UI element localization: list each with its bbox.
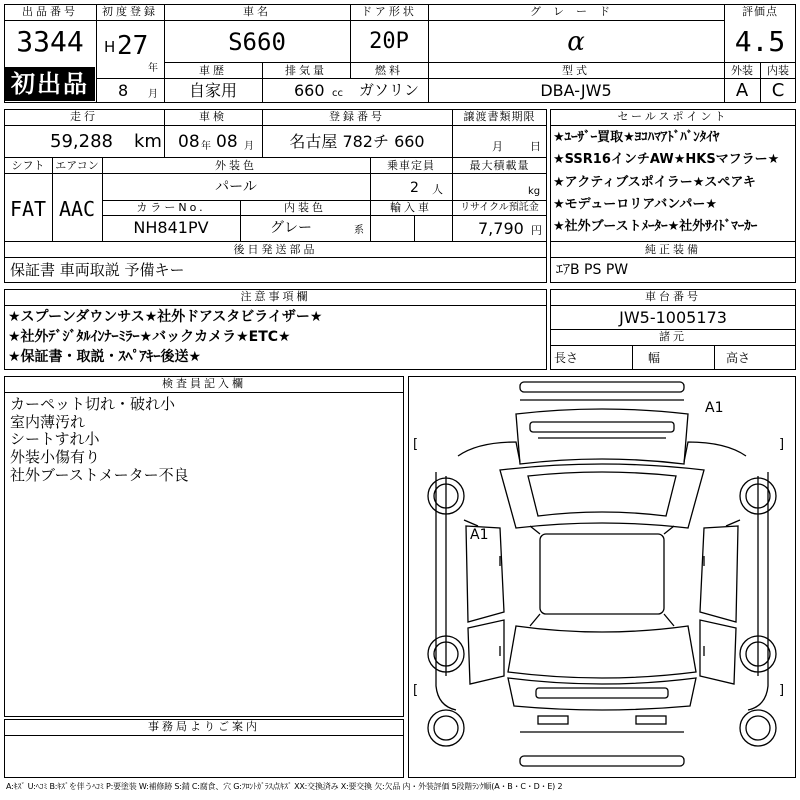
- int-color: グレー: [270, 220, 312, 236]
- model-label: 型式: [562, 64, 590, 77]
- inspector-line: シートすれ小: [10, 430, 100, 448]
- height-label: 高さ: [726, 351, 751, 365]
- damage-mark-front: A1: [705, 400, 724, 416]
- inspection-year-unit: 年: [201, 141, 211, 152]
- score: 4.5: [734, 25, 786, 58]
- damage-mark-left-door: A1: [470, 527, 489, 543]
- history: 自家用: [188, 81, 237, 100]
- bracket-left: [: [413, 683, 419, 698]
- load-unit: kg: [528, 186, 541, 197]
- legend: A:ｷｽﾞ U:ﾍｺﾐ B:ｷｽﾞを伴うﾍｺﾐ P:要塗装 W:補修跡 S:錆 C:腐食、穴 G:ﾌﾛﾝﾄｶﾞﾗｽ点ｷｽﾞ XX:交換済み X:要交換 欠:欠品 内・外装評価 5段階ﾗﾝｸ順(A・B・C・D・E) 2: [6, 782, 563, 791]
- first-listing-badge: 初出品: [5, 67, 95, 101]
- recycle-unit: 円: [531, 224, 542, 237]
- first-reg-label: 初度登録: [102, 5, 158, 18]
- door-label: ドア形状: [361, 5, 417, 18]
- ac-label: エアコン: [55, 159, 99, 172]
- bracket-left: [: [413, 437, 419, 452]
- displacement-unit: cc: [332, 88, 343, 99]
- displacement-label: 排気量: [285, 64, 327, 77]
- car-name-label: 車名: [243, 5, 271, 18]
- inspection-month: 08: [216, 132, 238, 152]
- recycle-amount: 7,790: [478, 219, 524, 238]
- bracket-right: ]: [779, 683, 785, 698]
- width-label: 幅: [648, 351, 661, 365]
- transfer-label: 譲渡書類期限: [463, 110, 536, 123]
- inspector-line: 外装小傷有り: [10, 448, 101, 466]
- reg-number-label: 登録番号: [329, 110, 385, 123]
- inspector-line: カーペット切れ・破れ小: [10, 395, 176, 413]
- capacity-label: 乗車定員: [387, 159, 435, 172]
- selling-point-line: ★SSR16インチAW★HKSマフラー★: [553, 152, 780, 167]
- inspection-year: 08: [178, 132, 200, 152]
- mileage: 59,288: [50, 131, 113, 152]
- mileage-label: 走行: [70, 110, 98, 123]
- length-label: 長さ: [554, 351, 579, 365]
- load-label: 最大積載量: [469, 159, 530, 172]
- selling-point-line: ★アクティブスポイラー★スペアキ: [553, 175, 756, 190]
- selling-point-line: ★ﾕｰｻﾞｰ買取★ﾖｺﾊﾏｱﾄﾞﾊﾞﾝﾀｲﾔ: [553, 130, 720, 145]
- inspector-label: 検査員記入欄: [162, 377, 246, 390]
- later-parts: 保証書 車両取説 予備キー: [10, 261, 185, 279]
- capacity-unit: 人: [432, 183, 443, 196]
- year-unit: 年: [148, 63, 158, 74]
- car-body-diagram: [408, 376, 796, 778]
- color-no: NH841PV: [133, 218, 209, 237]
- recycle-label: リサイクル預託金: [460, 202, 539, 213]
- interior-grade: C: [771, 80, 785, 101]
- import-label: 輸入車: [390, 201, 432, 214]
- transfer-day-unit: 日: [530, 140, 541, 153]
- displacement: 660: [294, 81, 325, 100]
- exterior-grade: A: [735, 80, 749, 101]
- capacity: 2: [410, 180, 419, 196]
- era: H: [104, 38, 116, 56]
- interior-label: 内装: [767, 64, 789, 77]
- color-no-label: カラーNo.: [136, 201, 206, 214]
- note-line: ★スプーンダウンサス★社外ドアスタビライザー★: [8, 309, 323, 325]
- reg-number: 名古屋 782チ 660: [289, 132, 425, 151]
- grade: α: [567, 27, 585, 57]
- selling-point-line: ★社外ブーストﾒｰﾀｰ★社外ｻｲﾄﾞﾏｰｶｰ: [553, 219, 758, 234]
- ext-color: パール: [215, 179, 257, 195]
- bracket-right: ]: [779, 437, 785, 452]
- exterior-label: 外装: [731, 64, 753, 77]
- notes-label: 注意事項欄: [240, 290, 311, 303]
- inspection-month-unit: 月: [244, 141, 254, 152]
- shift: FAT: [9, 197, 47, 221]
- int-color-unit: 系: [354, 225, 364, 236]
- month-unit: 月: [148, 89, 158, 100]
- transfer-month-unit: 月: [492, 140, 503, 153]
- shift-label: シフト: [11, 159, 45, 172]
- selling-point-line: ★モデューロリアバンパー★: [553, 197, 717, 212]
- aircon: AAC: [58, 197, 96, 221]
- lot-label: 出品番号: [22, 5, 78, 18]
- car-name: S660: [228, 28, 286, 56]
- office-label: 事務局よりご案内: [148, 720, 260, 733]
- grade-label: グレード: [530, 5, 622, 18]
- fuel: ガソリン: [358, 81, 419, 99]
- inspection-label: 車検: [199, 110, 227, 123]
- int-color-label: 内装色: [284, 201, 326, 214]
- lot-number: 3344: [16, 25, 84, 58]
- reg-month: 8: [118, 81, 129, 100]
- fuel-label: 燃料: [375, 64, 403, 77]
- selling-points-label: セールスポイント: [617, 110, 729, 123]
- mileage-unit: km: [134, 131, 162, 152]
- score-label: 評価点: [742, 5, 778, 18]
- chassis-number: JW5-1005173: [619, 308, 727, 327]
- history-label: 車歴: [199, 64, 227, 77]
- reg-year: 27: [117, 31, 149, 61]
- equipment: ｴｱB PS PW: [556, 262, 629, 278]
- note-line: ★保証書・取説・ｽﾍﾟｱｷｰ後送★: [8, 349, 202, 365]
- dims-label: 諸元: [659, 330, 687, 343]
- inspector-line: 社外ブーストメーター不良: [10, 466, 189, 484]
- inspector-line: 室内薄汚れ: [10, 413, 86, 431]
- equipment-label: 純正装備: [645, 243, 701, 256]
- later-parts-label: 後日発送部品: [233, 243, 318, 256]
- door-type: 20P: [369, 29, 409, 54]
- ext-color-label: 外装色: [215, 159, 257, 172]
- model: DBA-JW5: [540, 81, 612, 100]
- chassis-label: 車台番号: [645, 290, 701, 303]
- note-line: ★社外ﾃﾞｼﾞﾀﾙｲﾝﾅｰﾐﾗｰ★バックカメラ★ETC★: [8, 329, 291, 345]
